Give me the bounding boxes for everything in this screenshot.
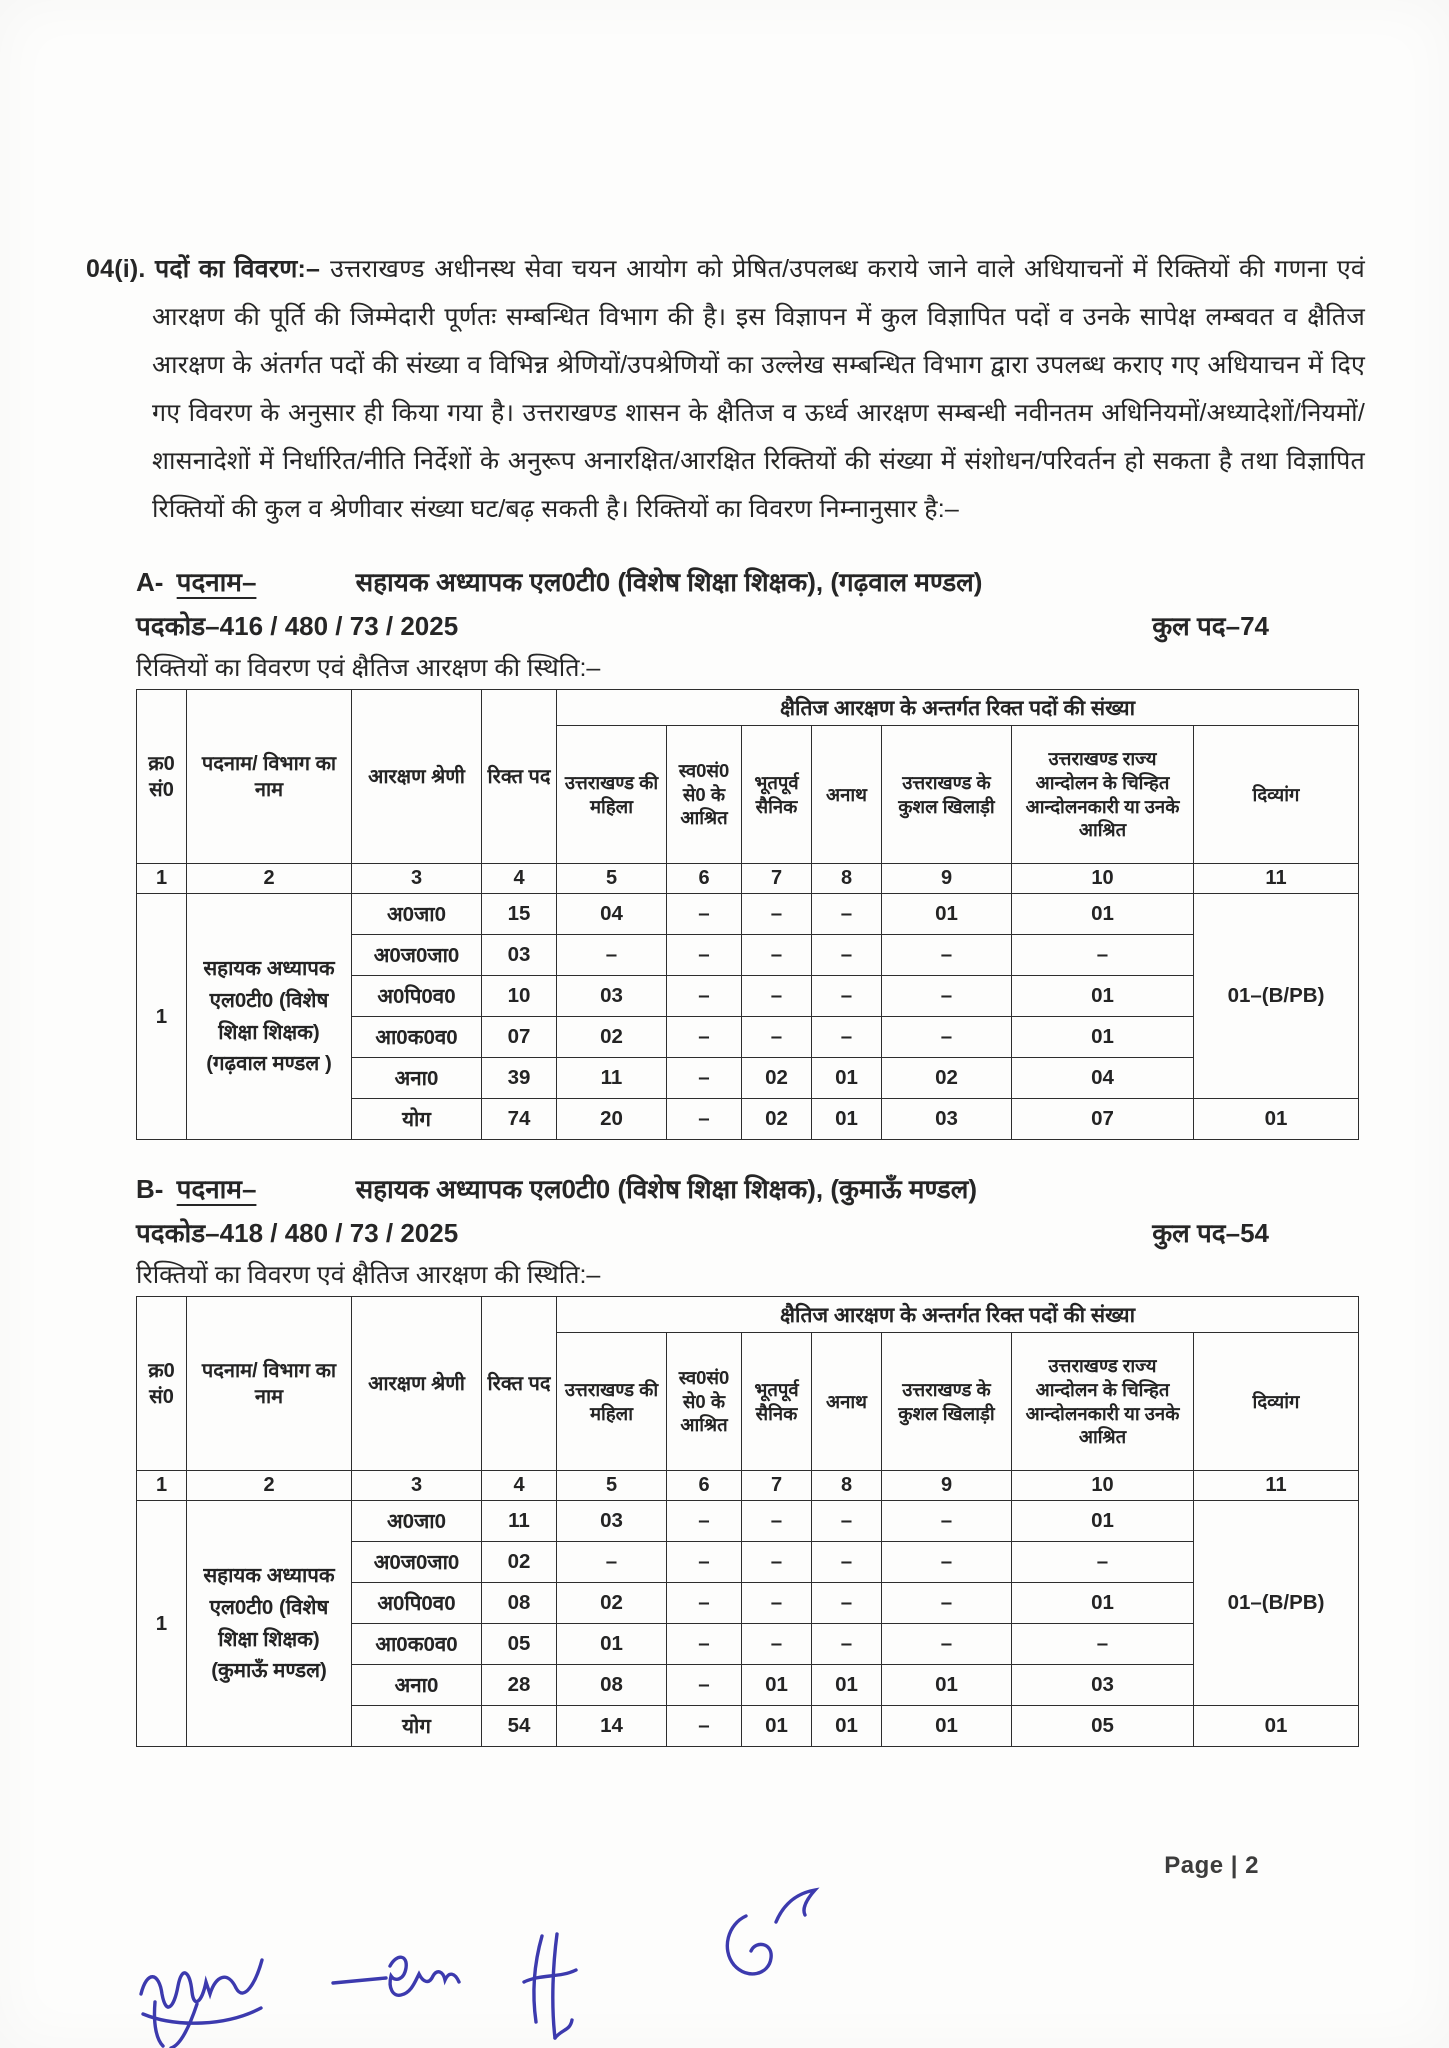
section-b (136, 1170, 1365, 1747)
section-a-total-posts: कुल पद–74 (1152, 611, 1269, 641)
header-column-number-7: 7 (742, 1471, 812, 1501)
header-column-number-2: 2 (187, 1471, 352, 1501)
cell-horizontal-reservation-10: 05 (1012, 1706, 1194, 1747)
cell-category: आ0क0व0 (352, 1624, 482, 1665)
cell-horizontal-reservation-7: – (742, 976, 812, 1017)
cell-horizontal-reservation-6: – (667, 1706, 742, 1747)
cell-divyang-merged: 01–(B/PB) (1194, 1501, 1359, 1706)
cell-horizontal-reservation-5: – (557, 1542, 667, 1583)
cell-divyang-total: 01 (1194, 1706, 1359, 1747)
section-b-table-holder (136, 1296, 1365, 1747)
cell-horizontal-reservation-10: – (1012, 935, 1194, 976)
paragraph-number: 04(i). (86, 255, 146, 283)
header-column-number-10: 10 (1012, 1471, 1194, 1501)
cell-horizontal-reservation-5: 01 (557, 1624, 667, 1665)
header-column-number-9: 9 (882, 1471, 1012, 1501)
cell-category: अ0पि0व0 (352, 1583, 482, 1624)
cell-horizontal-reservation-10: 07 (1012, 1099, 1194, 1140)
cell-category: अ0जा0 (352, 894, 482, 935)
cell-horizontal-reservation-7: – (742, 935, 812, 976)
section-b-post-title: सहायक अध्यापक एल0टी0 (विशेष शिक्षा शिक्षक), (कुमाऊँ मण्डल) (355, 1174, 978, 1204)
section-b-code-row (136, 1214, 1365, 1250)
cell-horizontal-reservation-9: – (882, 1501, 1012, 1542)
header-column-number-1: 1 (137, 864, 187, 894)
header-sub-col-5: उत्तराखण्ड की महिला (557, 726, 667, 864)
section-b-table-intro: रिक्तियों का विवरण एवं क्षैतिज आरक्षण की स्थिति:– (136, 1261, 601, 1289)
cell-horizontal-reservation-8: – (812, 1542, 882, 1583)
header-column-number-1: 1 (137, 1471, 187, 1501)
cell-vacant-posts: 02 (482, 1542, 557, 1583)
header-group: क्षैतिज आरक्षण के अन्तर्गत रिक्त पदों की संख्या (557, 1297, 1359, 1333)
header-column-number-6: 6 (667, 1471, 742, 1501)
cell-horizontal-reservation-8: – (812, 1624, 882, 1665)
signature-ink-4 (710, 1886, 822, 1984)
cell-horizontal-reservation-9: 01 (882, 894, 1012, 935)
header-sub-col-11: दिव्यांग (1194, 726, 1359, 864)
cell-horizontal-reservation-7: – (742, 1583, 812, 1624)
section-a-heading (136, 563, 1365, 599)
cell-post-name: सहायक अध्यापक एल0टी0 (विशेष शिक्षा शिक्षक) (गढ़वाल मण्डल ) (187, 894, 352, 1140)
signature-ink-2 (330, 1948, 462, 2012)
cell-category: योग (352, 1706, 482, 1747)
cell-horizontal-reservation-6: – (667, 976, 742, 1017)
cell-horizontal-reservation-8: – (812, 894, 882, 935)
cell-horizontal-reservation-6: – (667, 1017, 742, 1058)
header-sub-col-9: उत्तराखण्ड के कुशल खिलाड़ी (882, 726, 1012, 864)
cell-vacant-posts: 05 (482, 1624, 557, 1665)
header-sub-col-11: दिव्यांग (1194, 1333, 1359, 1471)
header-col-3: आरक्षण श्रेणी (352, 1297, 482, 1471)
cell-horizontal-reservation-10: 01 (1012, 976, 1194, 1017)
cell-horizontal-reservation-8: – (812, 935, 882, 976)
cell-serial-number: 1 (137, 894, 187, 1140)
section-a (136, 563, 1365, 1140)
section-b-padnam-label: पदनाम– (176, 1174, 257, 1204)
cell-horizontal-reservation-5: 02 (557, 1017, 667, 1058)
cell-horizontal-reservation-7: 01 (742, 1706, 812, 1747)
cell-vacant-posts: 39 (482, 1058, 557, 1099)
cell-horizontal-reservation-9: – (882, 1017, 1012, 1058)
cell-horizontal-reservation-10: 01 (1012, 1017, 1194, 1058)
cell-category: योग (352, 1099, 482, 1140)
cell-horizontal-reservation-7: – (742, 1501, 812, 1542)
cell-horizontal-reservation-10: – (1012, 1542, 1194, 1583)
header-sub-col-8: अनाथ (812, 1333, 882, 1471)
cell-vacant-posts: 03 (482, 935, 557, 976)
cell-horizontal-reservation-5: – (557, 935, 667, 976)
section-a-post-title: सहायक अध्यापक एल0टी0 (विशेष शिक्षा शिक्षक), (गढ़वाल मण्डल) (355, 567, 983, 597)
cell-horizontal-reservation-8: – (812, 1583, 882, 1624)
cell-horizontal-reservation-7: 01 (742, 1665, 812, 1706)
section-b-letter: B- (136, 1174, 164, 1204)
cell-horizontal-reservation-8: 01 (812, 1706, 882, 1747)
header-sub-col-5: उत्तराखण्ड की महिला (557, 1333, 667, 1471)
intro-paragraph (86, 245, 1365, 533)
header-col-1: क्र0 सं0 (137, 1297, 187, 1471)
header-sub-col-6: स्व0सं0 से0 के आश्रित (667, 726, 742, 864)
paragraph-lead: पदों का विवरण:– (155, 255, 321, 283)
cell-horizontal-reservation-9: – (882, 1583, 1012, 1624)
header-col-2: पदनाम/ विभाग का नाम (187, 690, 352, 864)
header-group: क्षैतिज आरक्षण के अन्तर्गत रिक्त पदों की संख्या (557, 690, 1359, 726)
header-col-4: रिक्त पद (482, 690, 557, 864)
header-col-1: क्र0 सं0 (137, 690, 187, 864)
section-a-code-row (136, 607, 1365, 643)
section-b-total-posts: कुल पद–54 (1152, 1218, 1269, 1248)
cell-horizontal-reservation-5: 08 (557, 1665, 667, 1706)
section-b-heading (136, 1170, 1365, 1206)
cell-divyang-total: 01 (1194, 1099, 1359, 1140)
header-column-number-7: 7 (742, 864, 812, 894)
cell-horizontal-reservation-9: – (882, 1624, 1012, 1665)
cell-vacant-posts: 74 (482, 1099, 557, 1140)
cell-horizontal-reservation-6: – (667, 1583, 742, 1624)
cell-category: अना0 (352, 1665, 482, 1706)
cell-horizontal-reservation-5: 03 (557, 976, 667, 1017)
cell-horizontal-reservation-7: 02 (742, 1099, 812, 1140)
cell-category: अ0पि0व0 (352, 976, 482, 1017)
header-sub-col-10: उत्तराखण्ड राज्य आन्दोलन के चिन्हित आन्दोलनकारी या उनके आश्रित (1012, 726, 1194, 864)
cell-horizontal-reservation-10: – (1012, 1624, 1194, 1665)
cell-horizontal-reservation-10: 01 (1012, 1501, 1194, 1542)
cell-post-name: सहायक अध्यापक एल0टी0 (विशेष शिक्षा शिक्षक) (कुमाऊँ मण्डल) (187, 1501, 352, 1747)
cell-horizontal-reservation-8: 01 (812, 1058, 882, 1099)
header-column-number-5: 5 (557, 864, 667, 894)
cell-vacant-posts: 54 (482, 1706, 557, 1747)
cell-horizontal-reservation-6: – (667, 1665, 742, 1706)
header-sub-col-10: उत्तराखण्ड राज्य आन्दोलन के चिन्हित आन्दोलनकारी या उनके आश्रित (1012, 1333, 1194, 1471)
cell-horizontal-reservation-6: – (667, 1542, 742, 1583)
cell-horizontal-reservation-10: 03 (1012, 1665, 1194, 1706)
header-col-4: रिक्त पद (482, 1297, 557, 1471)
cell-vacant-posts: 28 (482, 1665, 557, 1706)
cell-horizontal-reservation-6: – (667, 1099, 742, 1140)
cell-divyang-merged: 01–(B/PB) (1194, 894, 1359, 1099)
cell-horizontal-reservation-7: 02 (742, 1058, 812, 1099)
cell-horizontal-reservation-7: – (742, 1017, 812, 1058)
section-a-letter: A- (136, 567, 164, 597)
cell-vacant-posts: 07 (482, 1017, 557, 1058)
section-a-padcode: पदकोड–416 / 480 / 73 / 2025 (136, 611, 459, 641)
cell-horizontal-reservation-5: 02 (557, 1583, 667, 1624)
cell-horizontal-reservation-7: – (742, 1542, 812, 1583)
header-col-3: आरक्षण श्रेणी (352, 690, 482, 864)
cell-category: अ0जा0 (352, 1501, 482, 1542)
section-a-table-holder (136, 689, 1365, 1140)
cell-horizontal-reservation-9: 03 (882, 1099, 1012, 1140)
cell-vacant-posts: 08 (482, 1583, 557, 1624)
signature-ink-1 (135, 1942, 267, 2048)
header-column-number-11: 11 (1194, 1471, 1359, 1501)
cell-horizontal-reservation-9: 01 (882, 1665, 1012, 1706)
cell-horizontal-reservation-8: – (812, 1017, 882, 1058)
cell-horizontal-reservation-9: 01 (882, 1706, 1012, 1747)
cell-vacant-posts: 11 (482, 1501, 557, 1542)
header-column-number-10: 10 (1012, 864, 1194, 894)
cell-horizontal-reservation-5: 11 (557, 1058, 667, 1099)
cell-horizontal-reservation-6: – (667, 1501, 742, 1542)
cell-horizontal-reservation-8: 01 (812, 1099, 882, 1140)
header-sub-col-7: भूतपूर्व सैनिक (742, 1333, 812, 1471)
cell-serial-number: 1 (137, 1501, 187, 1747)
cell-horizontal-reservation-5: 20 (557, 1099, 667, 1140)
cell-horizontal-reservation-9: 02 (882, 1058, 1012, 1099)
header-sub-col-6: स्व0सं0 से0 के आश्रित (667, 1333, 742, 1471)
header-column-number-3: 3 (352, 1471, 482, 1501)
header-column-number-3: 3 (352, 864, 482, 894)
header-column-number-2: 2 (187, 864, 352, 894)
cell-category: आ0क0व0 (352, 1017, 482, 1058)
cell-vacant-posts: 10 (482, 976, 557, 1017)
cell-horizontal-reservation-7: – (742, 894, 812, 935)
header-column-number-4: 4 (482, 864, 557, 894)
signature-ink-3 (512, 1932, 586, 2042)
cell-horizontal-reservation-8: – (812, 976, 882, 1017)
page-number: Page | 2 (1164, 1852, 1259, 1879)
header-column-number-8: 8 (812, 1471, 882, 1501)
cell-horizontal-reservation-9: – (882, 1542, 1012, 1583)
cell-horizontal-reservation-6: – (667, 894, 742, 935)
cell-horizontal-reservation-10: 01 (1012, 1583, 1194, 1624)
header-sub-col-7: भूतपूर्व सैनिक (742, 726, 812, 864)
header-column-number-9: 9 (882, 864, 1012, 894)
cell-horizontal-reservation-9: – (882, 935, 1012, 976)
cell-horizontal-reservation-6: – (667, 1058, 742, 1099)
cell-vacant-posts: 15 (482, 894, 557, 935)
vacancy-table-a (136, 689, 1359, 1140)
cell-horizontal-reservation-6: – (667, 935, 742, 976)
cell-horizontal-reservation-10: 04 (1012, 1058, 1194, 1099)
header-column-number-4: 4 (482, 1471, 557, 1501)
header-column-number-5: 5 (557, 1471, 667, 1501)
header-column-number-8: 8 (812, 864, 882, 894)
vacancy-table-b (136, 1296, 1359, 1747)
cell-category: अ0ज0जा0 (352, 935, 482, 976)
cell-horizontal-reservation-8: – (812, 1501, 882, 1542)
header-sub-col-8: अनाथ (812, 726, 882, 864)
section-b-padcode: पदकोड–418 / 480 / 73 / 2025 (136, 1218, 459, 1248)
header-col-2: पदनाम/ विभाग का नाम (187, 1297, 352, 1471)
header-column-number-6: 6 (667, 864, 742, 894)
section-a-padnam-label: पदनाम– (176, 567, 257, 597)
cell-category: अ0ज0जा0 (352, 1542, 482, 1583)
cell-horizontal-reservation-5: 14 (557, 1706, 667, 1747)
header-column-number-11: 11 (1194, 864, 1359, 894)
section-a-table-intro: रिक्तियों का विवरण एवं क्षैतिज आरक्षण की स्थिति:– (136, 654, 601, 682)
cell-horizontal-reservation-8: 01 (812, 1665, 882, 1706)
cell-horizontal-reservation-5: 04 (557, 894, 667, 935)
cell-horizontal-reservation-7: – (742, 1624, 812, 1665)
cell-horizontal-reservation-5: 03 (557, 1501, 667, 1542)
paragraph-body: उत्तराखण्ड अधीनस्थ सेवा चयन आयोग को प्रेषित/उपलब्ध कराये जाने वाले अधियाचनों में रिक्तियों की गणना एवं आरक्षण की पूर्ति की जिम्मेदारी पूर्णतः सम्बन्धित विभाग की है। इस विज्ञापन में कुल विज्ञापित पदों व उनके सापेक्ष लम्बवत व क्षैतिज आरक्षण के अंतर्गत पदों की संख्या व विभिन्न श्रेणियों/उपश्रेणियों का उल्लेख सम्बन्धित विभाग द्वारा उपलब्ध कराए गए अधियाचन में दिए गए विवरण के अनुसार ही किया गया है। उत्तराखण्ड शासन के क्षैतिज व ऊर्ध्व आरक्षण सम्बन्धी नवीनतम अधिनियमों/अध्यादेशों/नियमों/शासनादेशों में निर्धारित/नीति निर्देशों के अनुरूप अनारक्षित/आरक्षित रिक्तियों की संख्या में संशोधन/परिवर्तन हो सकता है तथा विज्ञापित रिक्तियों की कुल व श्रेणीवार संख्या घट/बढ़ सकती है। रिक्तियों का विवरण निम्नानुसार है:– (152, 255, 1365, 523)
header-sub-col-9: उत्तराखण्ड के कुशल खिलाड़ी (882, 1333, 1012, 1471)
cell-horizontal-reservation-9: – (882, 976, 1012, 1017)
cell-horizontal-reservation-10: 01 (1012, 894, 1194, 935)
cell-horizontal-reservation-6: – (667, 1624, 742, 1665)
cell-category: अना0 (352, 1058, 482, 1099)
